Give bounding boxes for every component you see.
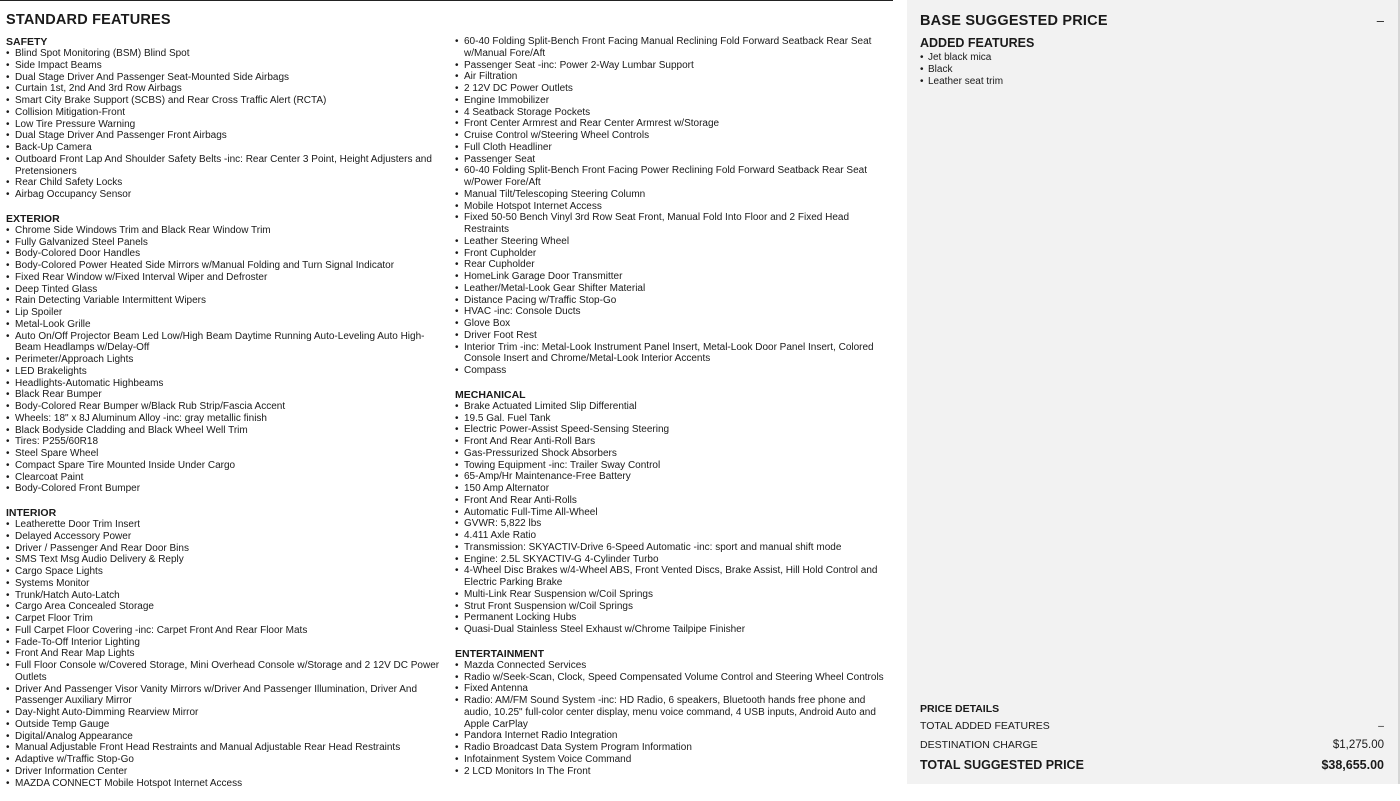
features-left-column xyxy=(6,36,446,801)
added-feature-item: • Leather seat trim xyxy=(920,76,1003,88)
price-details-title: PRICE DETAILS xyxy=(920,703,1000,715)
added-feature-item: • Black xyxy=(920,64,1003,76)
feature-item: • Manual Tilt/Telescoping Steering Column xyxy=(455,189,895,201)
feature-item: • Permanent Locking Hubs xyxy=(455,612,895,624)
feature-item: • Outside Temp Gauge xyxy=(6,719,446,731)
feature-item: • Radio w/Seek-Scan, Clock, Speed Compensated Volume Control and Steering Wheel Controls xyxy=(455,672,895,684)
feature-section xyxy=(455,389,895,636)
feature-item: • Black Bodyside Cladding and Black Wheel Well Trim xyxy=(6,425,446,437)
feature-item: • Fixed Antenna xyxy=(455,683,895,695)
feature-item: • Transmission: SKYACTIV-Drive 6-Speed Automatic -inc: sport and manual shift mode xyxy=(455,542,895,554)
feature-item: • GVWR: 5,822 lbs xyxy=(455,518,895,530)
feature-item: • Fully Galvanized Steel Panels xyxy=(6,237,446,249)
feature-item: • Airbag Occupancy Sensor xyxy=(6,189,446,201)
feature-item: • Leather Steering Wheel xyxy=(455,236,895,248)
feature-list xyxy=(6,225,446,495)
feature-item: • Lip Spoiler xyxy=(6,307,446,319)
feature-item: • Back-Up Camera xyxy=(6,142,446,154)
feature-item: • Steel Spare Wheel xyxy=(6,448,446,460)
feature-item: • 60-40 Folding Split-Bench Front Facing Power Reclining Fold Forward Seatback Rear Seat w/Power Fore/Aft xyxy=(455,165,895,189)
feature-item: • Cruise Control w/Steering Wheel Controls xyxy=(455,130,895,142)
feature-item: • Distance Pacing w/Traffic Stop-Go xyxy=(455,295,895,307)
feature-item: • Front And Rear Map Lights xyxy=(6,648,446,660)
feature-item: • HVAC -inc: Console Ducts xyxy=(455,306,895,318)
base-price-title: BASE SUGGESTED PRICE xyxy=(920,13,1108,29)
feature-item: • Passenger Seat xyxy=(455,154,895,166)
feature-item: • Wheels: 18" x 8J Aluminum Alloy -inc: gray metallic finish xyxy=(6,413,446,425)
destination-charge-value: $1,275.00 xyxy=(1332,739,1384,751)
feature-item: • SMS Text Msg Audio Delivery & Reply xyxy=(6,554,446,566)
feature-section xyxy=(6,507,446,789)
feature-item: • Electric Power-Assist Speed-Sensing Steering xyxy=(455,424,895,436)
feature-item: • Compass xyxy=(455,365,895,377)
base-price-value: – xyxy=(1376,13,1384,28)
feature-item: • Radio: AM/FM Sound System -inc: HD Radio, 6 speakers, Bluetooth hands free phone and audio, 10.25" full-color center display, menu voice command, 4 USB inputs, Android Auto and Apple CarPlay xyxy=(455,695,895,730)
feature-item: • 65-Amp/Hr Maintenance-Free Battery xyxy=(455,471,895,483)
feature-item: • 60-40 Folding Split-Bench Front Facing Manual Reclining Fold Forward Seatback Rear Seat w/Manual Fore/Aft xyxy=(455,36,895,60)
feature-item: • Cargo Area Concealed Storage xyxy=(6,601,446,613)
feature-item: • Driver / Passenger And Rear Door Bins xyxy=(6,543,446,555)
standard-features-title: STANDARD FEATURES xyxy=(6,12,171,28)
feature-item: • Digital/Analog Appearance xyxy=(6,731,446,743)
feature-item: • Pandora Internet Radio Integration xyxy=(455,730,895,742)
feature-section xyxy=(6,213,446,495)
feature-item: • Mobile Hotspot Internet Access xyxy=(455,201,895,213)
feature-item: • Perimeter/Approach Lights xyxy=(6,354,446,366)
feature-item: • Automatic Full-Time All-Wheel xyxy=(455,507,895,519)
feature-item: • Adaptive w/Traffic Stop-Go xyxy=(6,754,446,766)
feature-item: • Body-Colored Door Handles xyxy=(6,248,446,260)
feature-item: • Compact Spare Tire Mounted Inside Under Cargo xyxy=(6,460,446,472)
feature-item: • Fade-To-Off Interior Lighting xyxy=(6,637,446,649)
feature-section xyxy=(6,36,446,201)
feature-item: • Leatherette Door Trim Insert xyxy=(6,519,446,531)
feature-item: • Cargo Space Lights xyxy=(6,566,446,578)
feature-item: • Rear Cupholder xyxy=(455,259,895,271)
feature-list xyxy=(455,660,895,778)
feature-item: • 19.5 Gal. Fuel Tank xyxy=(455,413,895,425)
feature-item: • 150 Amp Alternator xyxy=(455,483,895,495)
feature-item: • 4-Wheel Disc Brakes w/4-Wheel ABS, Front Vented Discs, Brake Assist, Hill Hold Control and Electric Parking Brake xyxy=(455,565,895,589)
feature-item: • LED Brakelights xyxy=(6,366,446,378)
feature-item: • Strut Front Suspension w/Coil Springs xyxy=(455,601,895,613)
feature-item: • Leather/Metal-Look Gear Shifter Material xyxy=(455,283,895,295)
feature-section-title: ENTERTAINMENT xyxy=(455,647,545,660)
feature-item: • 2 12V DC Power Outlets xyxy=(455,83,895,95)
destination-charge-label: DESTINATION CHARGE xyxy=(920,739,1038,751)
feature-item: • Gas-Pressurized Shock Absorbers xyxy=(455,448,895,460)
feature-section-title: INTERIOR xyxy=(6,507,57,519)
feature-item: • Blind Spot Monitoring (BSM) Blind Spot xyxy=(6,48,446,60)
feature-item: • Side Impact Beams xyxy=(6,60,446,72)
feature-item: • Radio Broadcast Data System Program Information xyxy=(455,742,895,754)
feature-item: • Dual Stage Driver And Passenger Front Airbags xyxy=(6,130,446,142)
feature-list xyxy=(6,48,446,201)
feature-item: • Chrome Side Windows Trim and Black Rear Window Trim xyxy=(6,225,446,237)
feature-item: • Deep Tinted Glass xyxy=(6,284,446,296)
feature-item: • Trunk/Hatch Auto-Latch xyxy=(6,590,446,602)
feature-item: • Front Center Armrest and Rear Center Armrest w/Storage xyxy=(455,118,895,130)
feature-item: • Black Rear Bumper xyxy=(6,389,446,401)
feature-item: • Smart City Brake Support (SCBS) and Rear Cross Traffic Alert (RCTA) xyxy=(6,95,446,107)
feature-item: • Infotainment System Voice Command xyxy=(455,754,895,766)
feature-item: • Systems Monitor xyxy=(6,578,446,590)
added-feature-item: • Jet black mica xyxy=(920,52,1003,64)
feature-item: • Glove Box xyxy=(455,318,895,330)
feature-item: • Rear Child Safety Locks xyxy=(6,177,446,189)
feature-item: • Quasi-Dual Stainless Steel Exhaust w/Chrome Tailpipe Finisher xyxy=(455,624,895,636)
feature-item: • Passenger Seat -inc: Power 2-Way Lumbar Support xyxy=(455,60,895,72)
feature-item: • Front Cupholder xyxy=(455,248,895,260)
feature-item: • 4.411 Axle Ratio xyxy=(455,530,895,542)
feature-item: • Tires: P255/60R18 xyxy=(6,436,446,448)
feature-item: • Brake Actuated Limited Slip Differential xyxy=(455,401,895,413)
features-right-column xyxy=(455,36,895,789)
feature-item: • Front And Rear Anti-Rolls xyxy=(455,495,895,507)
feature-item: • Full Floor Console w/Covered Storage, Mini Overhead Console w/Storage and 2 12V DC Power Outlets xyxy=(6,660,446,684)
feature-item: • Full Carpet Floor Covering -inc: Carpet Front And Rear Floor Mats xyxy=(6,625,446,637)
feature-section-title: SAFETY xyxy=(6,36,48,48)
feature-item: • Driver Foot Rest xyxy=(455,330,895,342)
feature-item: • Collision Mitigation-Front xyxy=(6,107,446,119)
feature-item: • Rain Detecting Variable Intermittent Wipers xyxy=(6,295,446,307)
total-added-features-label: TOTAL ADDED FEATURES xyxy=(920,720,1050,732)
feature-item: • Driver Information Center xyxy=(6,766,446,778)
feature-item: • Carpet Floor Trim xyxy=(6,613,446,625)
feature-item: • Driver And Passenger Visor Vanity Mirrors w/Driver And Passenger Illumination, Driver And Passenger Auxiliary Mirror xyxy=(6,684,446,708)
feature-item: • Engine Immobilizer xyxy=(455,95,895,107)
feature-item: • Towing Equipment -inc: Trailer Sway Control xyxy=(455,460,895,472)
total-suggested-price-value: $38,655.00 xyxy=(1321,758,1384,772)
price-summary-panel xyxy=(907,0,1398,784)
feature-item: • Day-Night Auto-Dimming Rearview Mirror xyxy=(6,707,446,719)
added-features-list xyxy=(920,52,1003,87)
feature-item: • HomeLink Garage Door Transmitter xyxy=(455,271,895,283)
feature-section-title: MECHANICAL xyxy=(455,388,526,401)
feature-item: • Metal-Look Grille xyxy=(6,319,446,331)
feature-item: • Clearcoat Paint xyxy=(6,472,446,484)
feature-item: • Headlights-Automatic Highbeams xyxy=(6,378,446,390)
feature-item: • Body-Colored Power Heated Side Mirrors w/Manual Folding and Turn Signal Indicator xyxy=(6,260,446,272)
feature-item: • Outboard Front Lap And Shoulder Safety Belts -inc: Rear Center 3 Point, Height Adjusters and Pretensioners xyxy=(6,154,446,178)
feature-item: • Curtain 1st, 2nd And 3rd Row Airbags xyxy=(6,83,446,95)
feature-item: • 4 Seatback Storage Pockets xyxy=(455,107,895,119)
feature-item: • Air Filtration xyxy=(455,71,895,83)
feature-item: • Manual Adjustable Front Head Restraints and Manual Adjustable Rear Head Restraints xyxy=(6,742,446,754)
feature-item: • Mazda Connected Services xyxy=(455,660,895,672)
feature-item: • Engine: 2.5L SKYACTIV-G 4-Cylinder Turbo xyxy=(455,554,895,566)
feature-item: • 2 LCD Monitors In The Front xyxy=(455,766,895,778)
feature-item: • Auto On/Off Projector Beam Led Low/High Beam Daytime Running Auto-Leveling Auto High-Beam Headlamps w/Delay-Off xyxy=(6,331,446,355)
added-features-title: ADDED FEATURES xyxy=(920,36,1035,50)
total-suggested-price-label: TOTAL SUGGESTED PRICE xyxy=(920,758,1084,772)
feature-item: • Full Cloth Headliner xyxy=(455,142,895,154)
feature-item: • Interior Trim -inc: Metal-Look Instrument Panel Insert, Metal-Look Door Panel Insert, Colored Console Insert and Chrome/Metal-Look Interior Accents xyxy=(455,342,895,366)
feature-list xyxy=(455,36,895,377)
feature-item: • Fixed Rear Window w/Fixed Interval Wiper and Defroster xyxy=(6,272,446,284)
feature-item: • Low Tire Pressure Warning xyxy=(6,119,446,131)
feature-item: • Delayed Accessory Power xyxy=(6,531,446,543)
feature-item: • MAZDA CONNECT Mobile Hotspot Internet Access xyxy=(6,778,446,790)
feature-item: • Fixed 50-50 Bench Vinyl 3rd Row Seat Front, Manual Fold Into Floor and 2 Fixed Head Restraints xyxy=(455,212,895,236)
feature-item: • Front And Rear Anti-Roll Bars xyxy=(455,436,895,448)
feature-list xyxy=(455,401,895,636)
feature-section xyxy=(455,36,895,377)
feature-item: • Dual Stage Driver And Passenger Seat-Mounted Side Airbags xyxy=(6,72,446,84)
feature-item: • Multi-Link Rear Suspension w/Coil Springs xyxy=(455,589,895,601)
feature-item: • Body-Colored Rear Bumper w/Black Rub Strip/Fascia Accent xyxy=(6,401,446,413)
feature-section-title: EXTERIOR xyxy=(6,212,60,225)
feature-item: • Body-Colored Front Bumper xyxy=(6,483,446,495)
feature-list xyxy=(6,519,446,789)
feature-section xyxy=(455,648,895,778)
top-divider xyxy=(0,0,893,1)
total-added-features-value: – xyxy=(1378,720,1384,732)
